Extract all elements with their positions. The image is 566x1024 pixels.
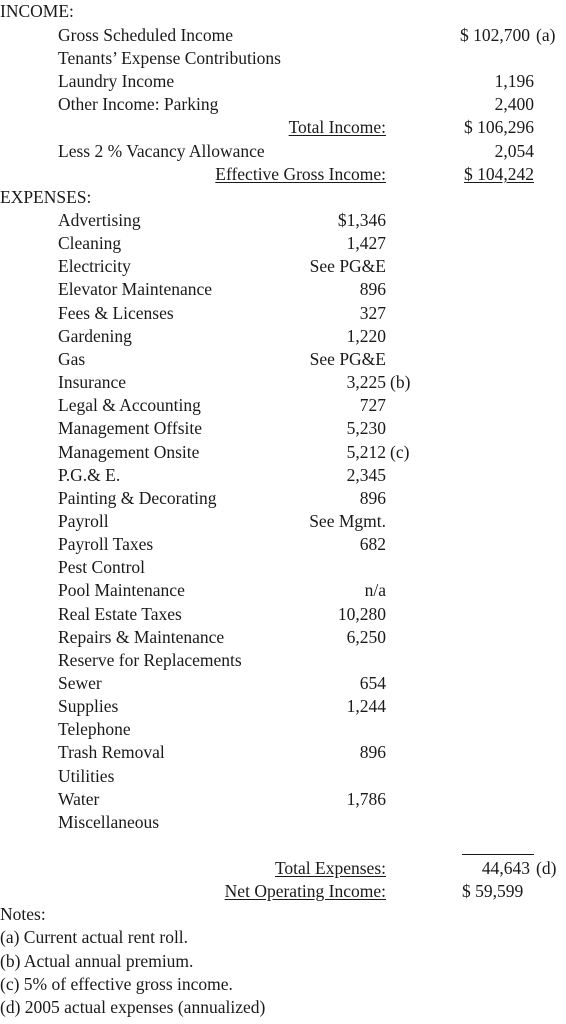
laundry-income-value: 1,196 <box>494 71 534 91</box>
note-a: (a) Current actual rent roll. <box>0 927 189 947</box>
expense-label-management-offsite: Management Offsite <box>58 418 203 438</box>
parking-income-label: Other Income: Parking <box>58 94 219 114</box>
total-income-value: $ 106,296 <box>464 117 534 137</box>
net-operating-income-value: $ 59,599 <box>462 881 524 901</box>
expense-label-fees-licenses: Fees & Licenses <box>58 303 174 323</box>
expense-value-gas: See PG&E <box>309 349 386 369</box>
total-expenses-rule <box>462 854 534 855</box>
gross-scheduled-income-label: Gross Scheduled Income <box>58 25 233 45</box>
expense-value-real-estate-taxes: 10,280 <box>337 604 386 624</box>
parking-income-value: 2,400 <box>494 94 534 114</box>
expense-label-repairs-maintenance: Repairs & Maintenance <box>58 627 225 647</box>
expense-label-miscellaneous: Miscellaneous <box>58 812 160 832</box>
expense-label-gardening: Gardening <box>58 326 132 346</box>
expense-value-insurance: 3,225 <box>346 372 386 392</box>
expense-label-payroll: Payroll <box>58 511 109 531</box>
expense-label-insurance: Insurance <box>58 372 127 392</box>
expense-label-telephone: Telephone <box>58 719 131 739</box>
expense-label-real-estate-taxes: Real Estate Taxes <box>58 604 182 624</box>
tenants-expense-contributions-label: Tenants’ Expense Contributions <box>58 48 281 68</box>
expense-label-elevator-maintenance: Elevator Maintenance <box>58 279 213 299</box>
effective-gross-income-label: Effective Gross Income: <box>215 164 386 184</box>
expense-label-payroll-taxes: Payroll Taxes <box>58 534 154 554</box>
expense-label-cleaning: Cleaning <box>58 233 122 253</box>
expense-label-pest-control: Pest Control <box>58 557 146 577</box>
expense-label-advertising: Advertising <box>58 210 141 230</box>
expense-value-trash-removal: 896 <box>359 742 386 762</box>
expense-label-management-onsite: Management Onsite <box>58 442 200 462</box>
expense-label-painting-decorating: Painting & Decorating <box>58 488 217 508</box>
expense-value-pool-maintenance: n/a <box>364 580 386 600</box>
expense-value-water: 1,786 <box>346 789 386 809</box>
expense-label-water: Water <box>58 789 100 809</box>
net-operating-income-label: Net Operating Income: <box>224 881 386 901</box>
total-expenses-label: Total Expenses: <box>274 858 386 878</box>
laundry-income-label: Laundry Income <box>58 71 175 91</box>
effective-gross-income-value: $ 104,242 <box>464 164 534 184</box>
total-income-label: Total Income: <box>288 117 386 137</box>
expense-label-electricity: Electricity <box>58 256 131 276</box>
income-heading: INCOME: <box>0 1 74 21</box>
expense-value-cleaning: 1,427 <box>346 233 386 253</box>
expense-label-legal-accounting: Legal & Accounting <box>58 395 201 415</box>
note-d: (d) 2005 actual expenses (annualized) <box>0 997 266 1017</box>
gross-scheduled-income-note: (a) <box>536 25 556 45</box>
expense-label-reserve-for-replacements: Reserve for Replacements <box>58 650 242 670</box>
expense-value-sewer: 654 <box>359 673 386 693</box>
expense-value-electricity: See PG&E <box>309 256 386 276</box>
vacancy-allowance-value: 2,054 <box>494 141 534 161</box>
expense-label-supplies: Supplies <box>58 696 119 716</box>
notes-heading: Notes: <box>0 904 46 924</box>
expense-value-supplies: 1,244 <box>346 696 386 716</box>
expense-value-payroll-taxes: 682 <box>359 534 386 554</box>
expense-label-trash-removal: Trash Removal <box>58 742 165 762</box>
expense-label-utilities: Utilities <box>58 766 115 786</box>
note-b: (b) Actual annual premium. <box>0 951 194 971</box>
expense-value-management-onsite: 5,212 <box>346 442 386 462</box>
total-expenses-value: 44,643 <box>481 858 530 878</box>
expense-label-p-g-e: P.G.& E. <box>58 465 121 485</box>
expense-label-pool-maintenance: Pool Maintenance <box>58 580 185 600</box>
expense-value-painting-decorating: 896 <box>359 488 386 508</box>
expense-note-management-onsite: (c) <box>390 442 410 462</box>
expense-value-fees-licenses: 327 <box>359 303 386 323</box>
note-c: (c) 5% of effective gross income. <box>0 974 233 994</box>
expense-label-gas: Gas <box>58 349 86 369</box>
expense-value-repairs-maintenance: 6,250 <box>346 627 386 647</box>
expense-note-insurance: (b) <box>390 372 411 392</box>
expense-value-payroll: See Mgmt. <box>309 511 386 531</box>
expense-value-gardening: 1,220 <box>346 326 386 346</box>
vacancy-allowance-label: Less 2 % Vacancy Allowance <box>58 141 265 161</box>
expense-value-p-g-e: 2,345 <box>346 465 386 485</box>
expense-value-elevator-maintenance: 896 <box>359 279 386 299</box>
gross-scheduled-income-value: $ 102,700 <box>460 25 530 45</box>
total-expenses-note: (d) <box>536 858 557 878</box>
expense-value-management-offsite: 5,230 <box>346 418 386 438</box>
expense-value-advertising: $1,346 <box>337 210 386 230</box>
expense-label-sewer: Sewer <box>58 673 102 693</box>
expenses-heading: EXPENSES: <box>0 187 92 207</box>
expense-value-legal-accounting: 727 <box>359 395 386 415</box>
